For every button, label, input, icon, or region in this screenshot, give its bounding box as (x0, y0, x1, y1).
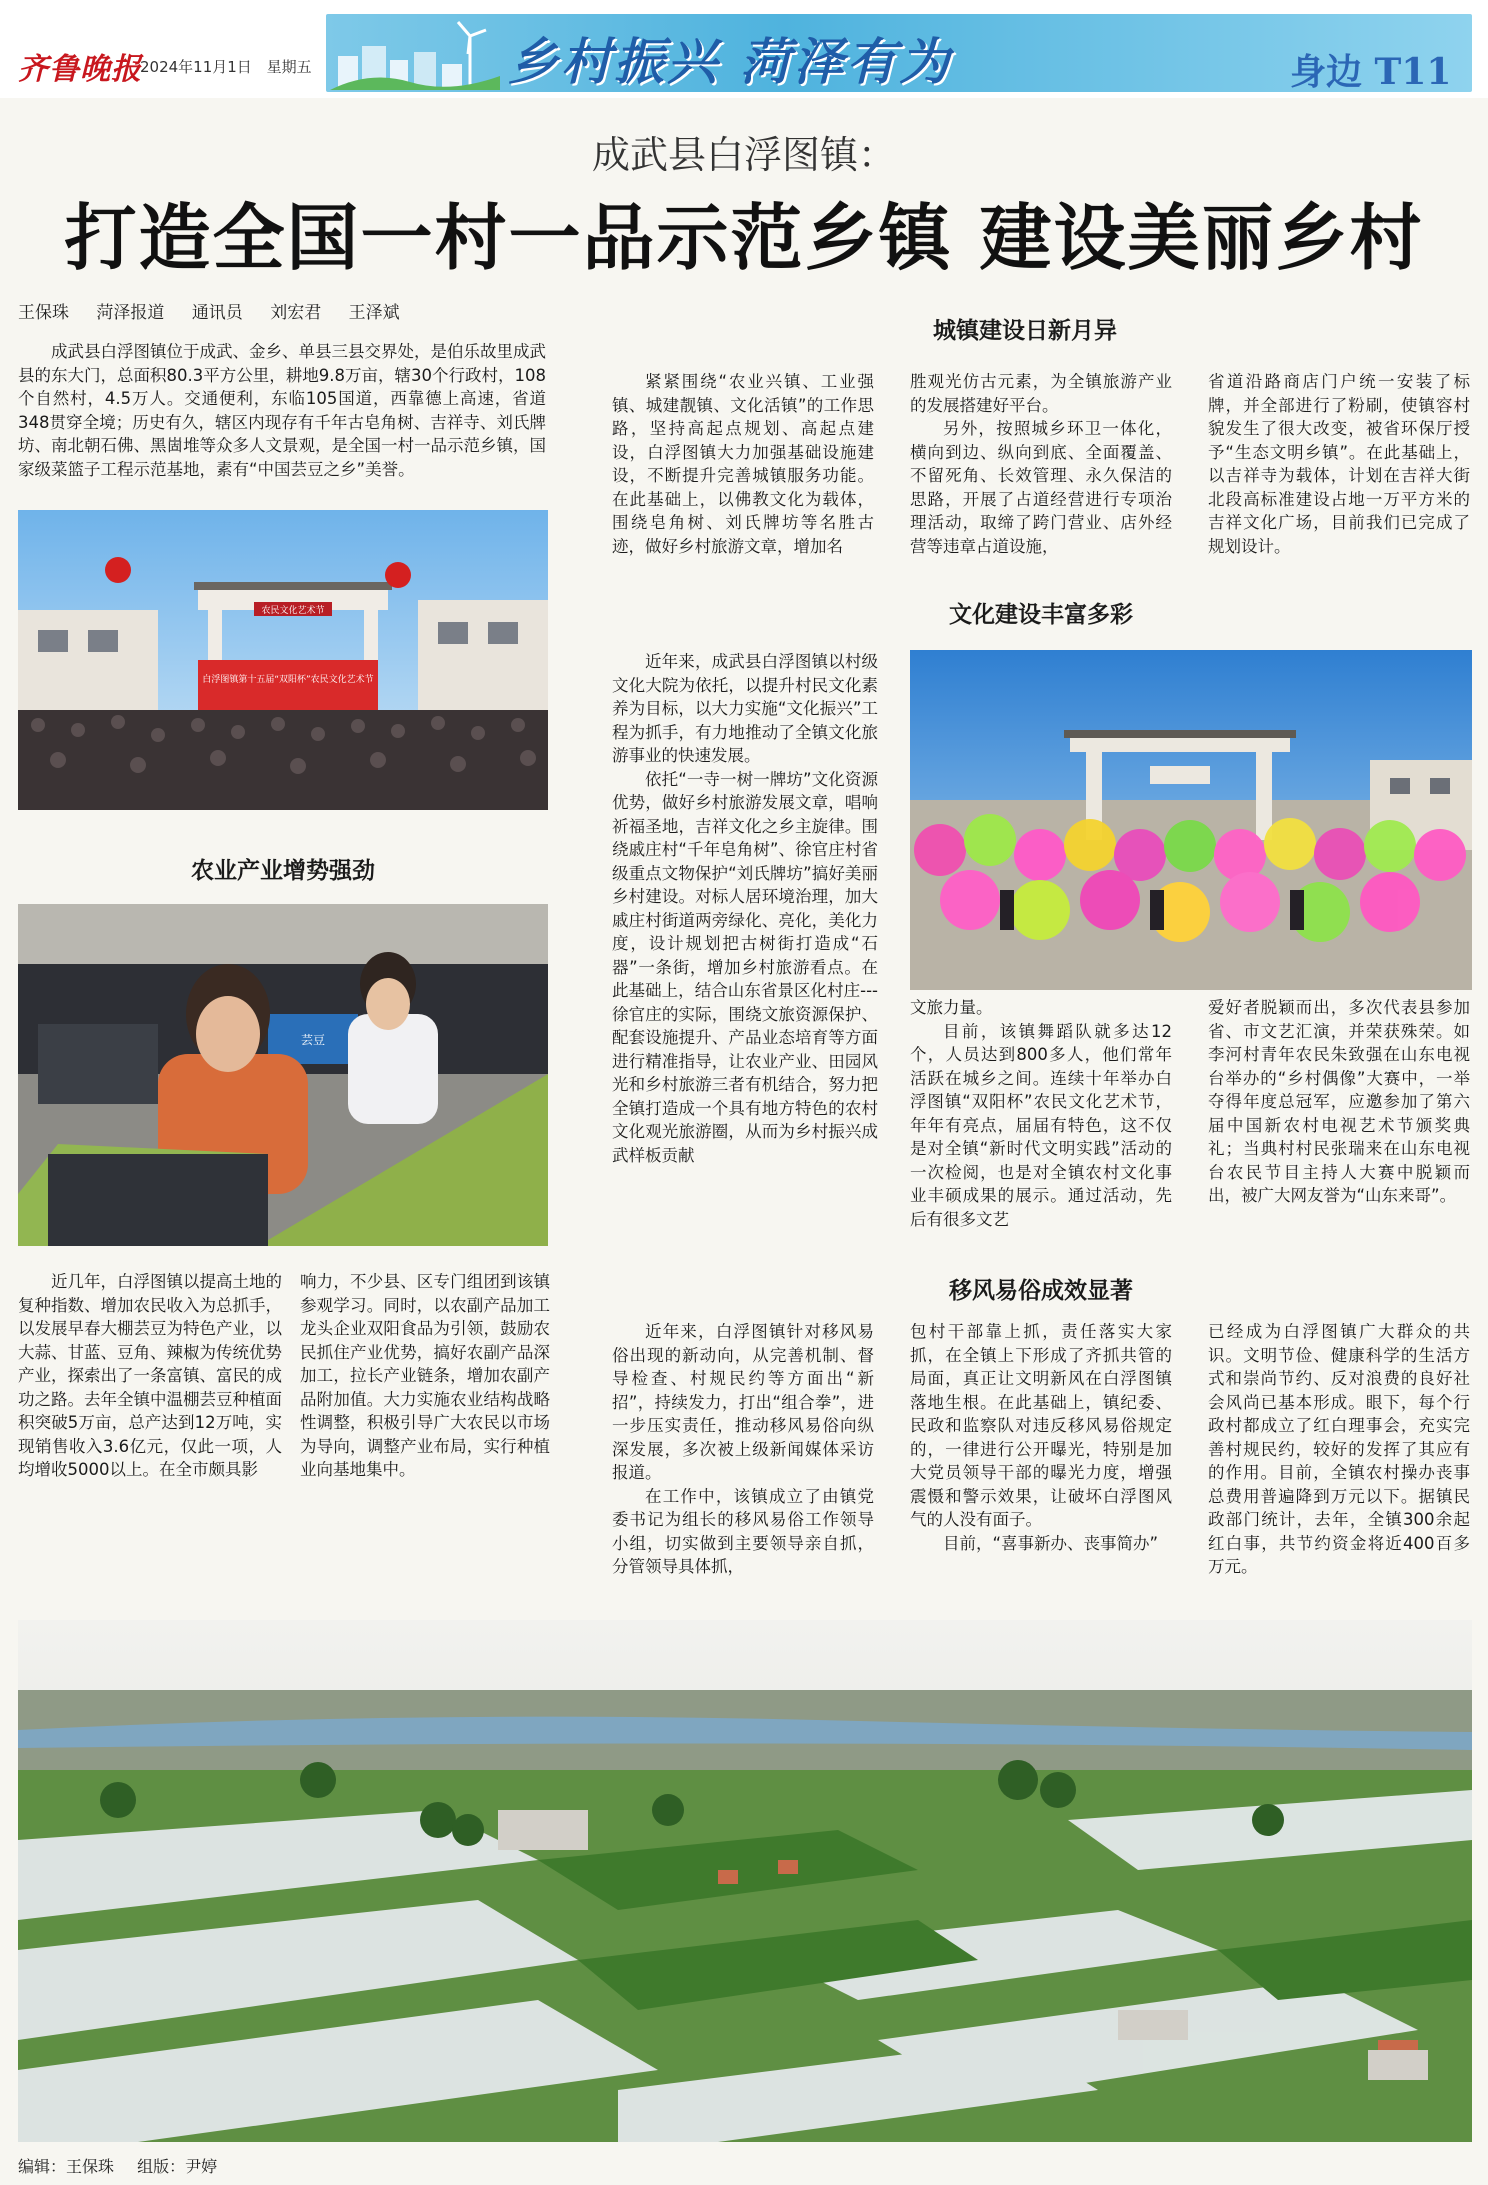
agriculture-text-b: 响力，不少县、区专门组团到该镇参观学习。同时，以农副产品加工龙头企业双阳食品为引领，鼓励农民抓住产业优势，搞好农副产品深加工，拉长产业链条，增加农副产品附加值。大力实施农业结构战略性调整，积极引导广大农民以市场为导向，调整产业布局，实行种植业向基地集中。 (300, 1272, 550, 1479)
customs-text-b2: 目前，“喜事新办、丧事简办” (943, 1533, 1159, 1553)
byline (18, 298, 422, 323)
issue-date (140, 56, 312, 77)
culture-heading: 文化建设丰富多彩 (949, 601, 1133, 628)
byline-author: 王保珠 (18, 303, 69, 323)
banner-title: 乡村振兴 菏泽有为 (508, 33, 953, 91)
town-text-a: 紧紧围绕“农业兴镇、工业强镇、城建靓镇、文化活镇”的工作思路，坚持高起点规划、高起点建设，白浮图镇大力加强基础设施建设，不断提升完善城镇服务功能。在此基础上，以佛教文化为载体，围绕皂角树、刘氏牌坊等名胜古迹，做好乡村旅游文章，增加名 (612, 372, 874, 556)
article-subtitle: 成武县白浮图镇： (591, 133, 896, 177)
ceremony-banner-text: 农民文化艺术节 (261, 606, 325, 616)
culture-text-a2: 依托“一寺一树一牌坊”文化资源优势，做好乡村旅游发展文章，唱响祈福圣地，吉祥文化之乡主旋律。围绕戚庄村“千年皂角树”、徐官庄村省级重点文物保护“刘氏牌坊”搞好美丽乡村建设。对标人居环境治理，加大戚庄村街道两旁绿化、亮化，美化力度，设计规划把古树街打造成“石器”一条街，增加乡村旅游看点。在此基础上，结合山东省景区化村庄---徐官庄的实际，围绕文旅资源保护、配套设施提升、产品业态培育等方面进行精准指导，让农业产业、田园风光和乡村旅游三者有机结合，努力把全镇打造成一个具有地方特色的农村文化观光旅游圈，从而为乡村振兴成武样板贡献 (612, 769, 878, 1165)
culture-text-b: 文旅力量。 (910, 998, 993, 1017)
agriculture-column-1 (18, 1270, 282, 1482)
culture-text-c: 爱好者脱颖而出，多次代表县参加省、市文艺汇演，并荣获殊荣。如李河村青年农民朱致强在山东电视台举办的“乡村偶像”大赛中，一举夺得年度总冠军，应邀参加了第六届中国新农村电视艺术节颁奖典礼；当典村村民张瑞来在山东电视台农民节目主持人大赛中脱颖而出，被广大网友誉为“山东来哥”。 (1208, 998, 1470, 1205)
culture-text-a: 近年来，成武县白浮图镇以村级文化大院为依托，以提升村民文化素养为目标，以大力实施“文化振兴”工程为抓手，有力地推动了全镇文化旅游事业的快速发展。 (612, 652, 878, 765)
weekday-text: 星期五 (266, 58, 312, 76)
customs-column-2 (910, 1320, 1172, 1555)
ceremony-stage-text: 白浮图镇第十五届“双阳杯”农民文化艺术节 (202, 675, 374, 685)
byline-source: 菏泽报道 (96, 303, 165, 323)
article-headline: 打造全国一村一品示范乡镇 建设美丽乡村 (64, 195, 1424, 280)
town-heading: 城镇建设日新月异 (933, 317, 1117, 344)
agriculture-text-a: 近几年，白浮图镇以提高土地的复种指数、增加农民收入为总抓手，以发展早春大棚芸豆为特色产业，以大蒜、甘蓝、豆角、辣椒为传统优势产业，探索出了一条富镇、富民的成功之路。去年全镇中温棚芸豆种植面积突破5万亩，总产达到12万吨，实现销售收入3.6亿元，仅此一项，人均增收5000以上。在全市颇具影 (18, 1272, 282, 1479)
customs-text-a: 近年来，白浮图镇针对移风易俗出现的新动向，从完善机制、督导检查、村规民约等方面出“新招”，持续发力，打出“组合拳”，进一步压实责任，推动移风易俗向纵深发展，多次被上级新闻媒体采访报道。 (612, 1322, 874, 1482)
fan-dance-photo (910, 650, 1472, 990)
wind-turbine-skyline-icon (330, 16, 500, 90)
town-text-c: 省道沿路商店门户统一安装了标牌，并全部进行了粉刷，使镇容村貌发生了很大改变，被省环保厅授予“生态文明乡镇”。在此基础上，以吉祥寺为载体，计划在吉祥大街北段高标准建设占地一万平方米的吉祥文化广场，目前我们已完成了规划设计。 (1208, 372, 1470, 556)
customs-column-1 (612, 1320, 874, 1579)
town-text-b: 胜观光仿古元素，为全镇旅游产业的发展搭建好平台。 (910, 372, 1172, 415)
intro-paragraph (18, 340, 546, 481)
culture-text-b2: 目前，该镇舞蹈队就多达12个，人员达到800多人，他们常年活跃在城乡之间。连续十年举办白浮图镇“双阳杯”农民文化艺术节，年年有亮点，届届有特色，这不仅是对全镇“新时代文明实践”活动的一次检阅，也是对全镇农村文化事业丰硕成果的展示。通过活动，先后有很多文艺 (910, 1021, 1172, 1229)
customs-heading: 移风易俗成效显著 (949, 1277, 1133, 1304)
layout-credit: 组版：尹婷 (137, 2157, 218, 2176)
culture-column-1 (612, 650, 878, 1167)
customs-text-b: 包村干部靠上抓，责任落实大家抓，在全镇上下形成了齐抓共管的局面，真正让文明新风在白浮图镇落地生根。在此基础上，镇纪委、民政和监察队对违反移风易俗规定的，一律进行公开曝光，特别是加大党员领导干部的曝光力度，增强震慑和警示效果，让破坏白浮图风气的人没有面子。 (910, 1322, 1172, 1529)
byline-correspondent-1: 刘宏君 (270, 303, 322, 323)
page-label: 身边 T11 (1290, 51, 1452, 93)
bean-harvest-photo (18, 904, 548, 1246)
intro-text: 成武县白浮图镇位于成武、金乡、单县三县交界处，是伯乐故里成武县的东大门，总面积80.3平方公里，耕地9.8万亩，辖30个行政村，108个自然村，4.5万人。交通便利，东临105国道，西靠德上高速，省道348贯穿全境；历史有久，辖区内现存有千年古皂角树、吉祥寺、刘氏牌坊、南北朝石佛、黑崮堆等众多人文景观，是全国一村一品示范乡镇，国家级菜篮子工程示范基地，素有“中国芸豆之乡”美誉。 (18, 342, 546, 479)
date-text: 2024年11月1日 (140, 58, 252, 76)
editor-credit: 编辑：王保珠 (18, 2157, 115, 2176)
town-column-1 (612, 370, 874, 558)
culture-column-2 (910, 996, 1172, 1231)
town-text-b2: 另外，按照城乡环卫一体化，横向到边、纵向到底、全面覆盖、不留死角、长效管理、永久保洁的思路，开展了占道经营进行专项治理活动，取缔了跨门营业、店外经营等违章占道设施， (910, 419, 1172, 556)
box-label: 芸豆 (300, 1033, 326, 1047)
page-footer (18, 2154, 235, 2177)
customs-text-a2: 在工作中，该镇成立了由镇党委书记为组长的移风易俗工作领导小组，切实做到主要领导亲自抓，分管领导具体抓， (612, 1486, 874, 1576)
byline-correspondent-2: 王泽斌 (348, 303, 400, 323)
customs-text-c: 已经成为白浮图镇广大群众的共识。文明节俭、健康科学的生活方式和崇尚节约、反对浪费的良好社会风尚已基本形成。眼下，每个行政村都成立了红白理事会，充实完善村规民约，较好的发挥了其应有的作用。目前，全镇农村操办丧事总费用普遍降到万元以下。据镇民政部门统计，去年，全镇300余起红白事，共节约资金将近400百多万元。 (1208, 1322, 1470, 1576)
agriculture-heading: 农业产业增势强劲 (191, 857, 375, 884)
ceremony-photo (18, 510, 548, 810)
byline-role: 通讯员 (191, 303, 243, 323)
customs-column-3 (1208, 1320, 1470, 1579)
newspaper-masthead: 齐鲁晚报 (18, 52, 142, 87)
town-column-3 (1208, 370, 1470, 558)
agriculture-column-2 (300, 1270, 550, 1482)
culture-column-3 (1208, 996, 1470, 1208)
town-column-2 (910, 370, 1172, 558)
aerial-farmland-photo (18, 1620, 1472, 2142)
